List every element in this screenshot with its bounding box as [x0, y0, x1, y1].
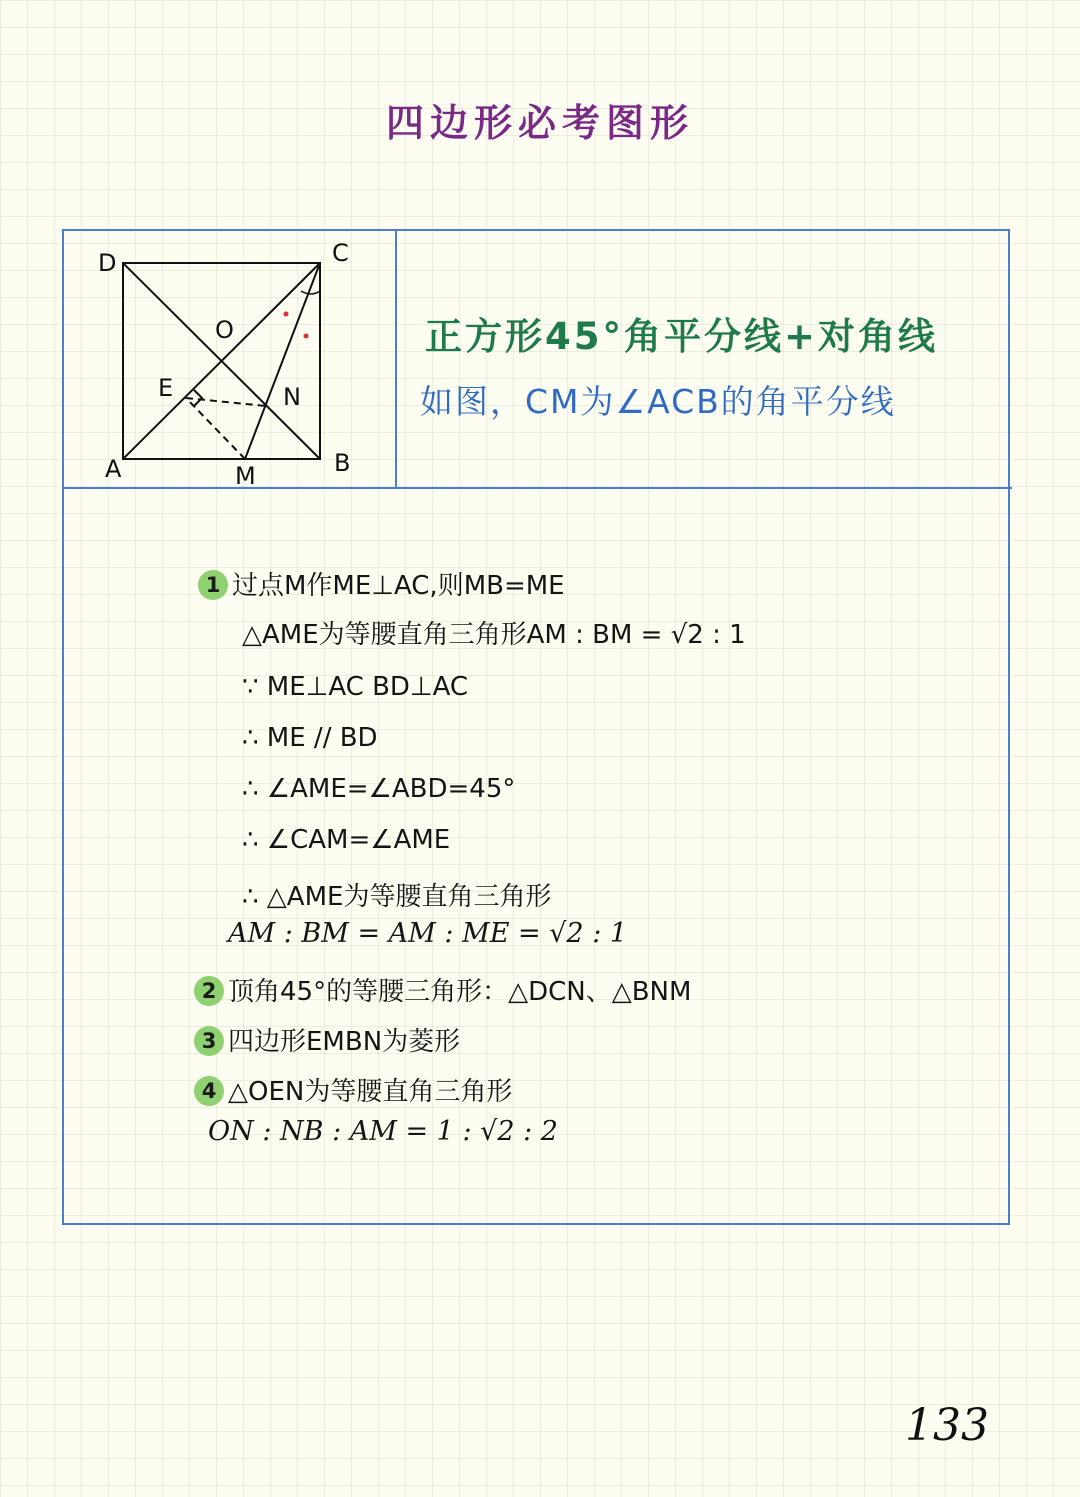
step-badge: 1 [198, 570, 228, 600]
list-item: ∴ ∠AME=∠ABD=45° [242, 774, 516, 804]
list-item: ∴ △AME为等腰直角三角形 [242, 882, 552, 912]
math-equation: AM : BM = AM : ME = √2 : 1 [228, 918, 628, 949]
step-badge: 2 [194, 976, 224, 1006]
right-angle-mark [194, 390, 202, 406]
angle-dot [304, 334, 309, 339]
list-item: ∴ ∠CAM=∠AME [242, 825, 451, 855]
step-badge: 3 [194, 1026, 224, 1056]
list-item-4: 4 △OEN为等腰直角三角形 [194, 1071, 512, 1108]
point-n-label: N [283, 383, 301, 411]
point-e-label: E [158, 374, 174, 402]
list-item: ∴ ME // BD [242, 723, 378, 753]
point-b-label: B [334, 449, 351, 477]
point-m-label: M [235, 462, 256, 487]
figure-divider [395, 229, 397, 489]
point-o-label: O [215, 316, 234, 344]
angle-arc [301, 291, 320, 294]
math-equation: ON : NB : AM = 1 : √2 : 2 [208, 1116, 558, 1147]
list-item-2: 2 顶角45°的等腰三角形：△DCN、△BNM [194, 971, 691, 1008]
point-c-label: C [332, 239, 349, 267]
step-badge: 4 [194, 1076, 224, 1106]
angle-dot [284, 312, 289, 317]
section-heading: 正方形45°角平分线+对角线 [425, 315, 938, 358]
segment-me [186, 398, 245, 459]
square-diagram [64, 231, 395, 487]
list-item: ∵ ME⊥AC BD⊥AC [242, 672, 469, 702]
section-subheading: 如图，CM为∠ACB的角平分线 [420, 382, 896, 421]
page-title: 四边形必考图形 [385, 101, 694, 145]
bisector-cm [245, 263, 320, 459]
point-a-label: A [105, 455, 122, 483]
point-d-label: D [98, 249, 117, 277]
header-divider [62, 487, 1012, 489]
page-number: 133 [905, 1400, 989, 1451]
list-item-1: 1 过点M作ME⊥AC,则MB=ME [198, 565, 565, 602]
list-item: △AME为等腰直角三角形AM : BM = √2 : 1 [242, 620, 746, 650]
list-item-3: 3 四边形EMBN为菱形 [194, 1021, 460, 1058]
